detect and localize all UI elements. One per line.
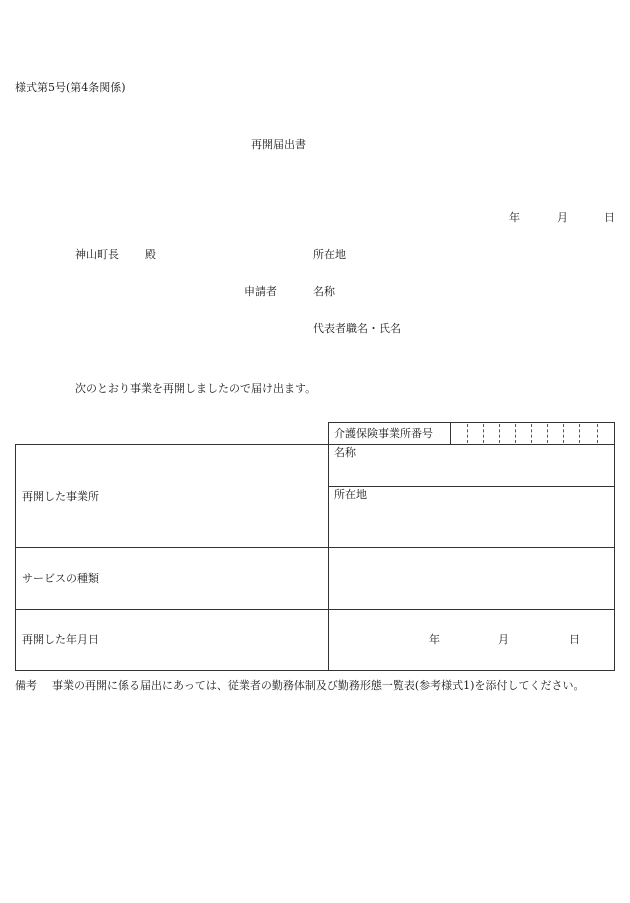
form-number: 様式第5号(第4条関係) — [15, 81, 126, 94]
remarks-label: 備考 — [15, 679, 37, 692]
care-insurance-number-label: 介護保険事業所番号 — [334, 427, 433, 440]
resume-date-year: 年 — [429, 633, 440, 646]
office-name-label: 名称 — [334, 446, 356, 459]
applicant-address-label: 所在地 — [313, 248, 346, 261]
office-address-label: 所在地 — [334, 488, 367, 501]
applicant-representative-label: 代表者職名・氏名 — [313, 322, 401, 335]
date-month-label: 月 — [557, 211, 568, 224]
date-day-label: 日 — [604, 211, 615, 224]
resume-date-day: 日 — [569, 633, 580, 646]
date-year-label: 年 — [509, 211, 520, 224]
applicant-label: 申請者 — [244, 285, 277, 298]
remarks-text: 事業の再開に係る届出にあっては、従業者の勤務体制及び勤務形態一覧表(参考様式1)を添付してください。 — [52, 679, 585, 692]
applicant-name-label: 名称 — [313, 285, 335, 298]
page-title: 再開届出書 — [251, 138, 306, 151]
service-type-label: サービスの種類 — [22, 572, 99, 585]
addressee-honorific: 殿 — [145, 248, 156, 261]
statement-text: 次のとおり事業を再開しましたので届け出ます。 — [75, 382, 317, 395]
resume-date-label: 再開した年月日 — [22, 633, 99, 646]
addressee-name: 神山町長 — [75, 248, 119, 261]
resume-date-month: 月 — [498, 633, 509, 646]
resumed-office-label: 再開した事業所 — [22, 490, 99, 503]
